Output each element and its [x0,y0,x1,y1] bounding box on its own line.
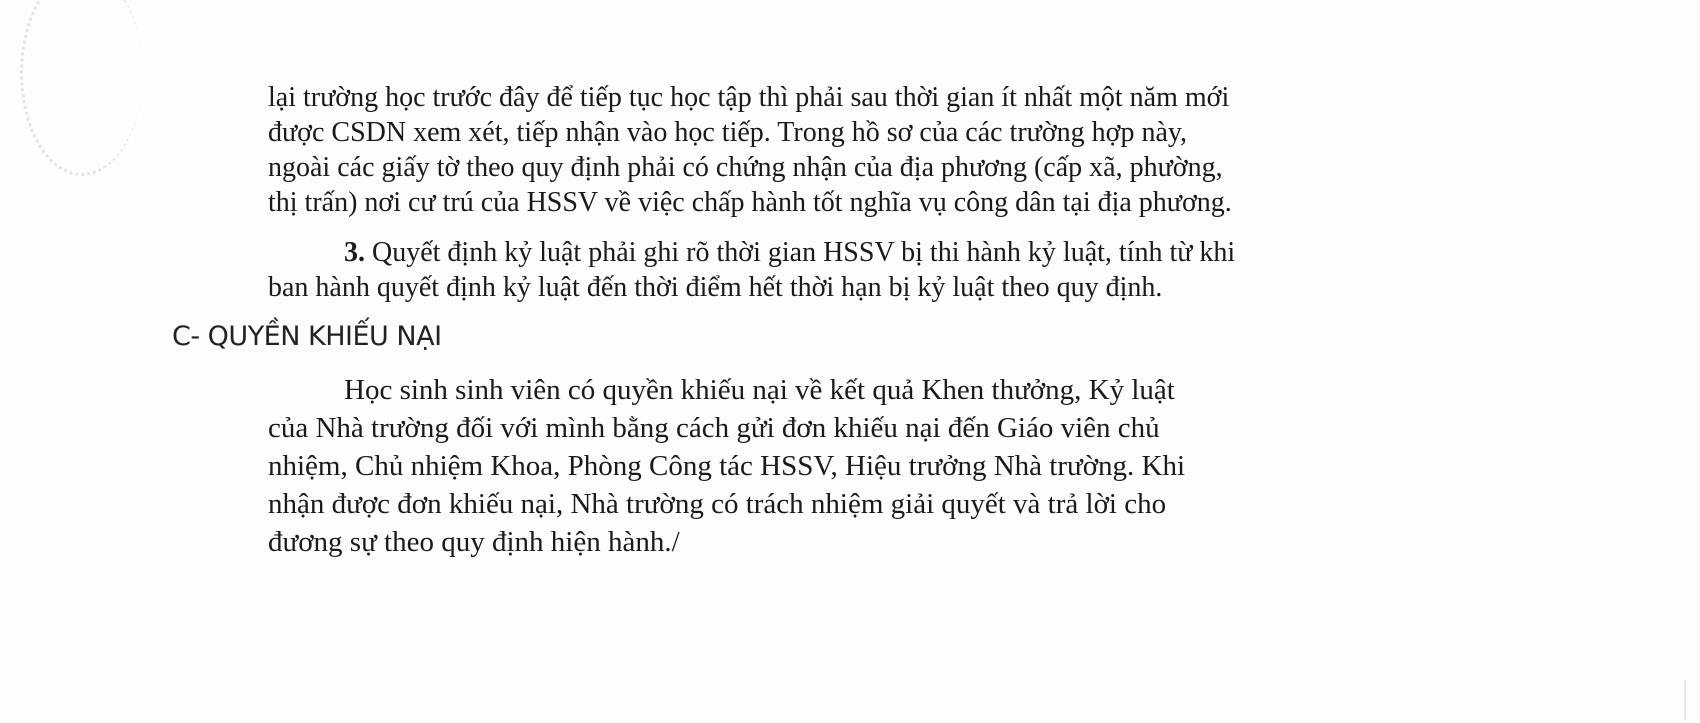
paragraph-line: lại trường học trước đây để tiếp tục học tập thì phải sau thời gian ít nhất một năm mới [268,82,1230,113]
stamp-remnant [20,0,143,176]
item-number: 3. [344,237,365,268]
paragraph-line: ngoài các giấy tờ theo quy định phải có chứng nhận của địa phương (cấp xã, phường, [268,152,1223,183]
section-heading: C- QUYỀN KHIẾU NẠI [172,321,442,352]
paragraph-complaint-rights [268,371,1308,561]
paragraph-discipline-decision [268,235,1308,305]
paragraph-line: đương sự theo quy định hiện hành./ [268,526,680,558]
paragraph-line: thị trấn) nơi cư trú của HSSV về việc chấp hành tốt nghĩa vụ công dân tại địa phương. [268,187,1232,218]
paragraph-line: của Nhà trường đối với mình bằng cách gửi đơn khiếu nại đến Giáo viên chủ [268,412,1160,444]
paragraph-line: được CSDN xem xét, tiếp nhận vào học tiếp. Trong hồ sơ của các trường hợp này, [268,117,1188,148]
paragraph-readmission [268,80,1308,220]
paragraph-line [268,235,1308,270]
paragraph-line: nhiệm, Chủ nhiệm Khoa, Phòng Công tác HSSV, Hiệu trưởng Nhà trường. Khi [268,450,1186,482]
item-text: Quyết định kỷ luật phải ghi rõ thời gian HSSV bị thi hành kỷ luật, tính từ khi [365,237,1236,268]
paragraph-line: ban hành quyết định kỷ luật đến thời điểm hết thời hạn bị kỷ luật theo quy định. [268,272,1163,303]
page-edge-mark [1684,680,1686,720]
paragraph-line: nhận được đơn khiếu nại, Nhà trường có trách nhiệm giải quyết và trả lời cho [268,488,1167,520]
paragraph-line: Học sinh sinh viên có quyền khiếu nại về kết quả Khen thưởng, Kỷ luật [344,374,1175,406]
